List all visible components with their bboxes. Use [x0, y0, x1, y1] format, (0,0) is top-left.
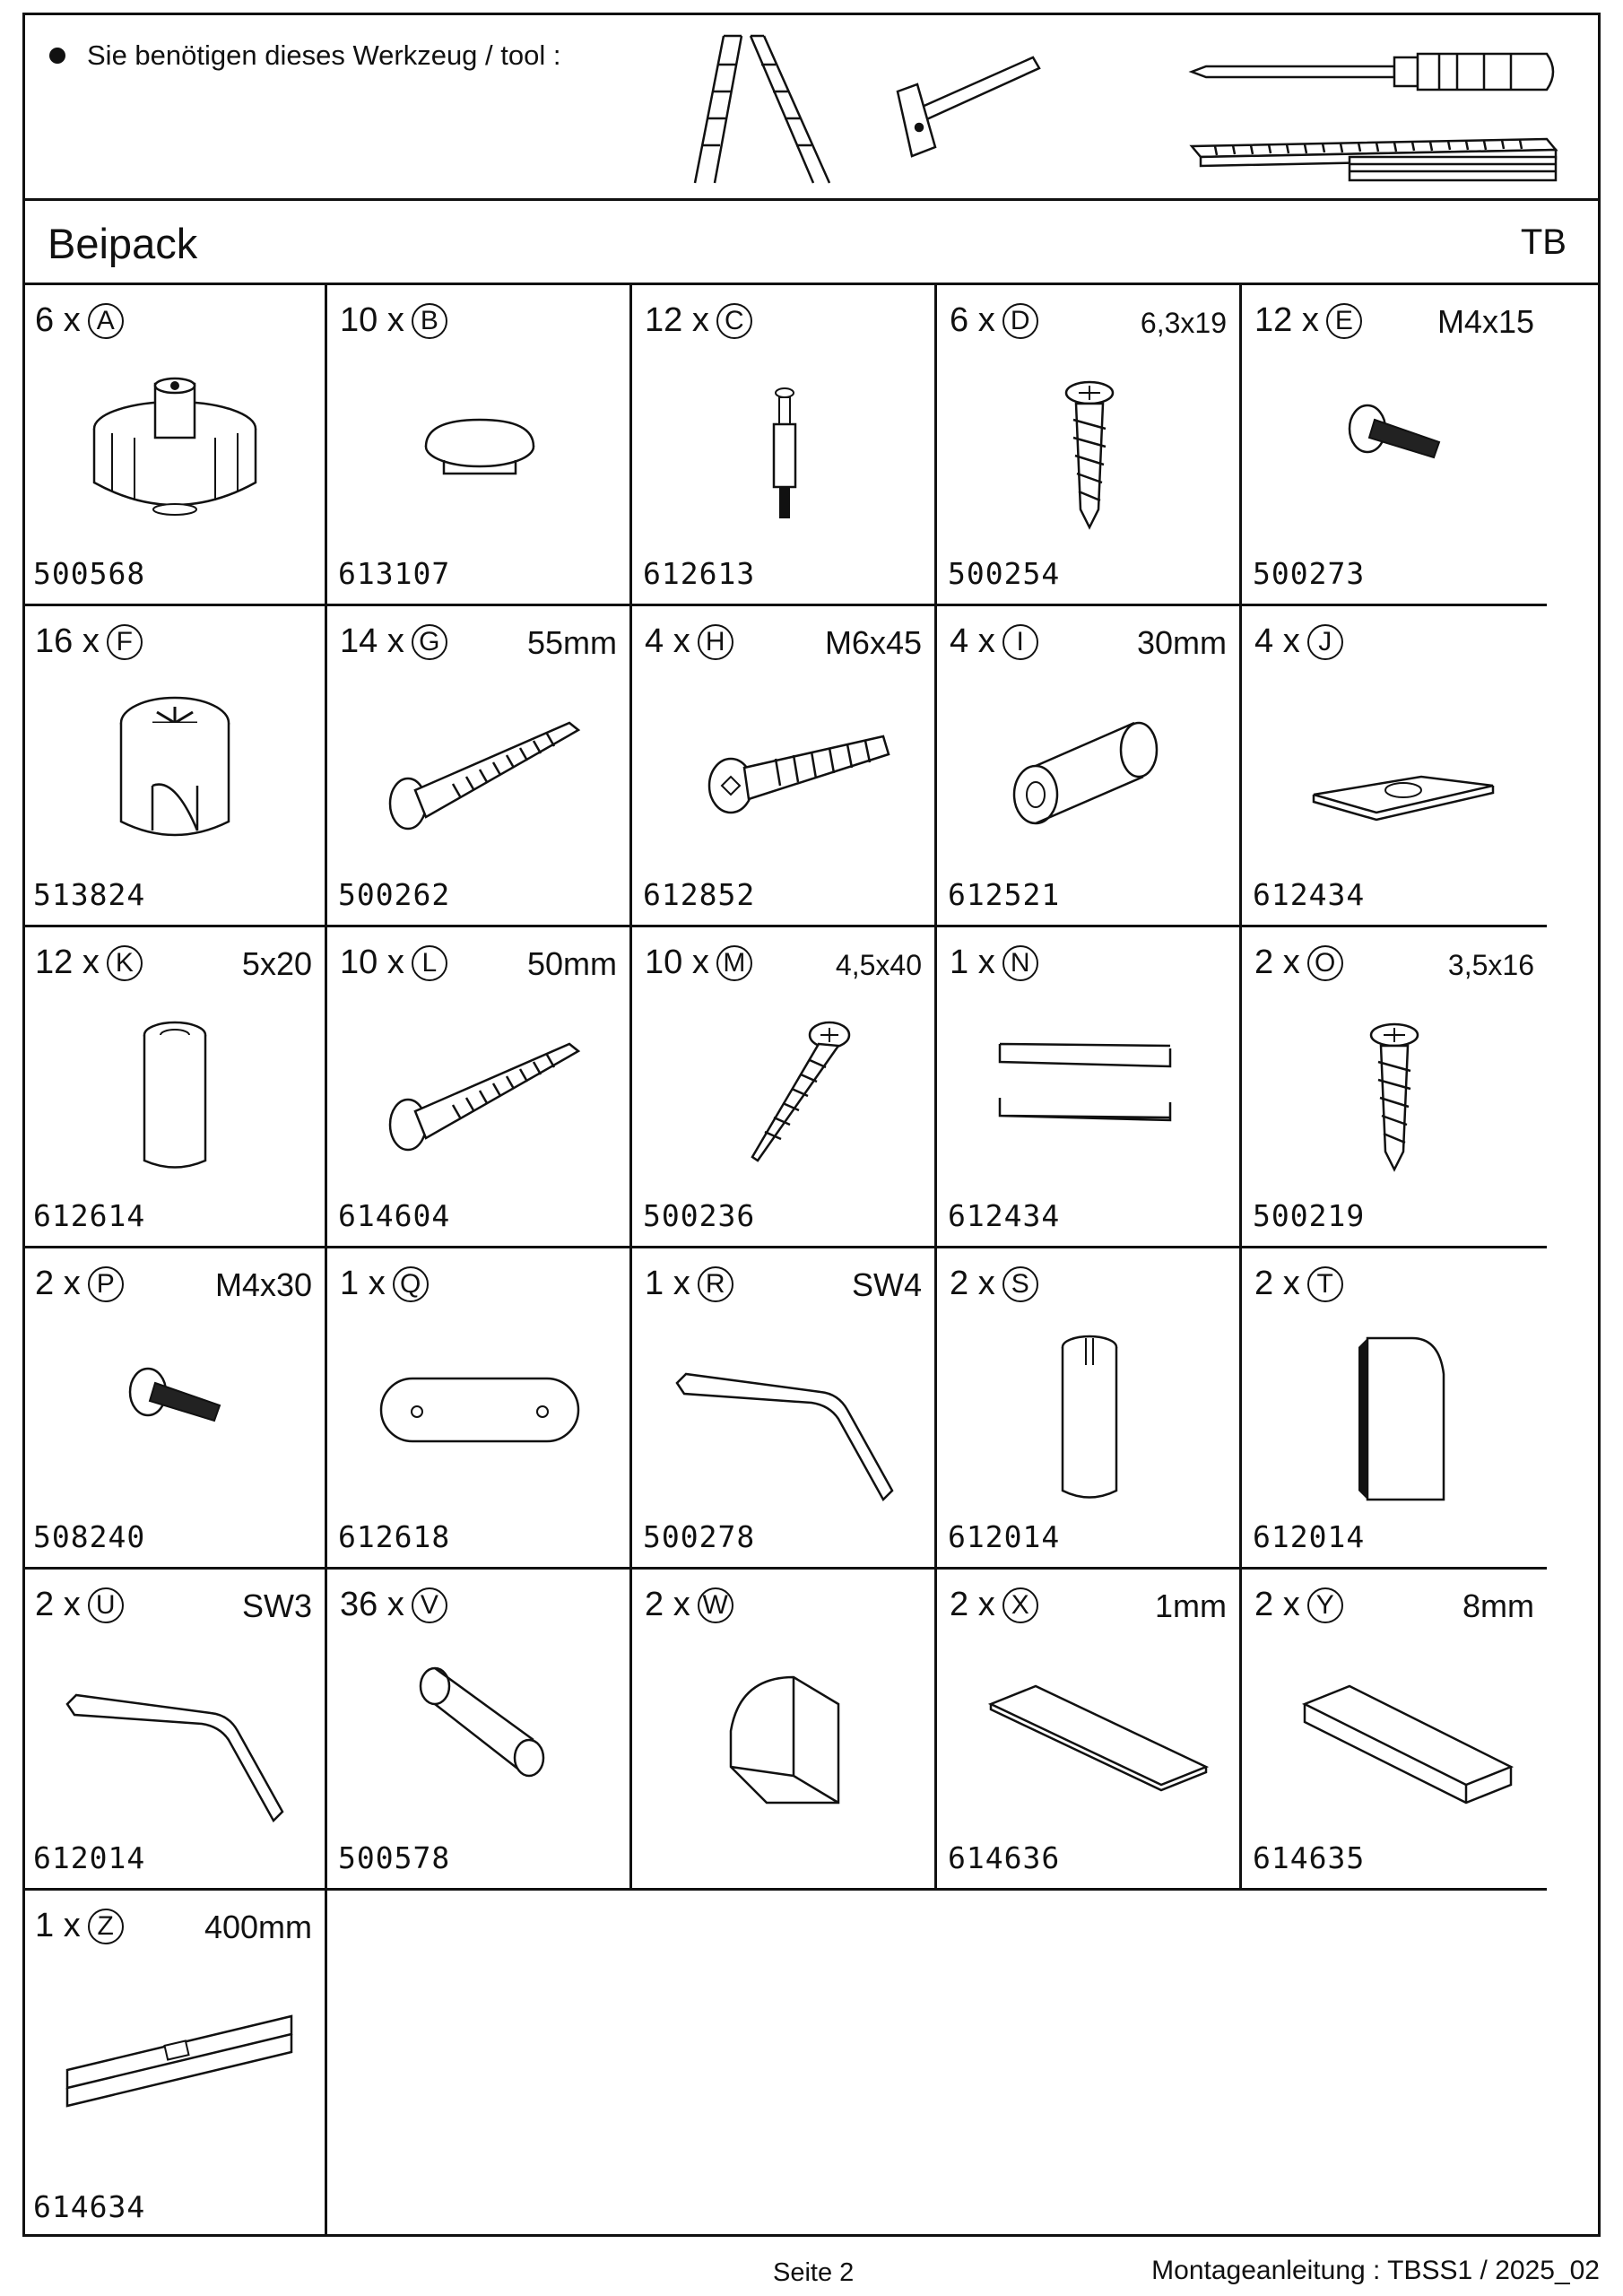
allen-key-icon	[49, 1632, 300, 1830]
part-cell-w	[632, 1570, 937, 1891]
allen-key-icon	[659, 1311, 910, 1509]
part-cell-z	[22, 1891, 327, 2237]
part-spec: M4x15	[1436, 303, 1534, 340]
part-spec: 3,5x16	[1447, 949, 1534, 981]
part-number: 612014	[948, 1519, 1061, 1554]
part-letter: Z	[88, 1909, 124, 1944]
part-letter: T	[1307, 1266, 1343, 1302]
part-quantity-text: 14 x	[340, 622, 404, 660]
part-number: 612521	[948, 877, 1061, 912]
part-quantity-text: 12 x	[645, 301, 709, 339]
part-cell-e	[1242, 285, 1547, 606]
part-letter: V	[412, 1587, 447, 1623]
part-number: 500273	[1253, 556, 1366, 591]
part-cell-o	[1242, 927, 1547, 1248]
part-quantity	[1254, 944, 1343, 982]
part-letter: B	[412, 303, 447, 339]
part-letter: H	[698, 624, 733, 660]
part-quantity	[1254, 1586, 1343, 1624]
spirit-level-icon	[49, 1953, 300, 2151]
part-letter: A	[88, 303, 124, 339]
part-spec: M4x30	[214, 1266, 312, 1303]
part-number: 612618	[338, 1519, 451, 1554]
part-quantity	[340, 301, 447, 340]
tools-section	[22, 13, 1601, 201]
part-cell-g	[327, 606, 632, 927]
part-quantity-text: 12 x	[35, 944, 100, 981]
cap-icon	[354, 348, 605, 545]
part-quantity-text: 2 x	[35, 1586, 81, 1623]
beipack-header	[22, 201, 1601, 285]
long-screw-icon	[354, 669, 605, 866]
thick-pad-icon	[1269, 1632, 1520, 1830]
part-cell-r	[632, 1248, 937, 1570]
part-quantity-text: 10 x	[340, 944, 404, 981]
part-letter: C	[716, 303, 752, 339]
part-quantity	[340, 622, 447, 661]
part-quantity-text: 2 x	[1254, 944, 1300, 981]
part-quantity	[35, 1265, 124, 1303]
part-number: 612852	[643, 877, 756, 912]
part-cell-y	[1242, 1570, 1547, 1891]
bullet-icon	[49, 48, 65, 64]
part-quantity-text: 2 x	[35, 1265, 81, 1302]
part-quantity	[645, 622, 733, 661]
part-number: 500578	[338, 1840, 451, 1875]
part-spec: 30mm	[1136, 624, 1227, 661]
part-letter: R	[698, 1266, 733, 1302]
wood-screw-icon	[659, 990, 910, 1187]
part-quantity-text: 2 x	[1254, 1265, 1300, 1302]
part-quantity	[950, 1265, 1038, 1303]
part-quantity	[950, 1586, 1038, 1624]
part-cell-b	[327, 285, 632, 606]
part-quantity-text: 4 x	[1254, 622, 1300, 660]
end-cap-icon	[1269, 1311, 1520, 1509]
beipack-title: Beipack	[48, 220, 198, 267]
part-letter: Y	[1307, 1587, 1343, 1623]
beipack-code: TB	[1520, 222, 1567, 262]
part-letter: M	[716, 945, 752, 981]
part-spec: M6x45	[824, 624, 922, 661]
part-quantity-text: 4 x	[645, 622, 690, 660]
part-cell-m	[632, 927, 937, 1248]
part-spec: 55mm	[526, 624, 617, 661]
part-number: 614604	[338, 1198, 451, 1233]
part-number: 500568	[33, 556, 146, 591]
part-cell-q	[327, 1248, 632, 1570]
part-cell-v	[327, 1570, 632, 1891]
part-cell-f	[22, 606, 327, 927]
part-quantity	[35, 1586, 124, 1624]
part-quantity	[645, 944, 752, 982]
part-letter: E	[1326, 303, 1362, 339]
part-quantity	[340, 1586, 447, 1624]
screwdriver-icon	[1188, 45, 1565, 99]
part-cell-h	[632, 606, 937, 927]
part-letter: D	[1002, 303, 1038, 339]
part-cell-j	[1242, 606, 1547, 927]
part-number: 612434	[948, 1198, 1061, 1233]
part-quantity-text: 36 x	[340, 1586, 404, 1623]
part-quantity-text: 6 x	[35, 301, 81, 339]
part-cell-k	[22, 927, 327, 1248]
part-number: 614635	[1253, 1840, 1366, 1875]
machine-screw-icon	[49, 1311, 300, 1509]
part-cell-a	[22, 285, 327, 606]
page-number: Seite 2	[773, 2258, 855, 2287]
cam-lock-icon	[49, 669, 300, 866]
part-spec: 6,3x19	[1140, 307, 1227, 339]
ladder-icon	[688, 29, 831, 190]
screw-icon	[964, 348, 1215, 545]
part-number: 612434	[1253, 877, 1366, 912]
part-letter: I	[1002, 624, 1038, 660]
part-letter: W	[698, 1587, 733, 1623]
part-quantity	[1254, 1265, 1343, 1303]
part-quantity	[1254, 622, 1343, 661]
part-quantity	[35, 301, 124, 340]
part-quantity	[340, 944, 447, 982]
hammer-icon	[885, 48, 1046, 174]
part-quantity-text: 16 x	[35, 622, 100, 660]
part-cell-x	[937, 1570, 1242, 1891]
part-quantity-text: 12 x	[1254, 301, 1319, 339]
part-letter: X	[1002, 1587, 1038, 1623]
part-cell-u	[22, 1570, 327, 1891]
part-cell-d	[937, 285, 1242, 606]
part-number: 513824	[33, 877, 146, 912]
part-letter: S	[1002, 1266, 1038, 1302]
part-spec: 5x20	[241, 945, 312, 982]
part-quantity-text: 2 x	[645, 1586, 690, 1623]
part-number: 614636	[948, 1840, 1061, 1875]
part-cell-s	[937, 1248, 1242, 1570]
part-quantity-text: 1 x	[645, 1265, 690, 1302]
part-letter: Q	[393, 1266, 429, 1302]
connector-bolt-icon	[659, 348, 910, 545]
part-letter: J	[1307, 624, 1343, 660]
part-quantity	[645, 301, 752, 340]
screw-icon	[1269, 990, 1520, 1187]
part-spec: 50mm	[526, 945, 617, 982]
part-quantity	[1254, 301, 1362, 340]
part-quantity	[35, 622, 143, 661]
part-letter: G	[412, 624, 447, 660]
furniture-glide-icon	[49, 348, 300, 545]
part-letter: F	[107, 624, 143, 660]
part-number: 612613	[643, 556, 756, 591]
part-quantity-text: 6 x	[950, 301, 995, 339]
hex-bolt-icon	[659, 669, 910, 866]
parts-grid	[22, 285, 1601, 2237]
part-letter: L	[412, 945, 447, 981]
part-spec: SW4	[851, 1266, 922, 1303]
part-spec: 8mm	[1462, 1587, 1534, 1624]
sleeve-icon	[964, 669, 1215, 866]
part-spec: 400mm	[204, 1909, 312, 1945]
part-quantity-text: 2 x	[950, 1265, 995, 1302]
tools-instruction	[49, 39, 560, 72]
clip-icon	[964, 990, 1215, 1187]
part-cell-n	[937, 927, 1242, 1248]
part-number: 500262	[338, 877, 451, 912]
part-number: 500236	[643, 1198, 756, 1233]
document-reference: Montageanleitung : TBSS1 / 2025_02	[1151, 2256, 1600, 2285]
part-letter: N	[1002, 945, 1038, 981]
part-letter: P	[88, 1266, 124, 1302]
link-plate-icon	[354, 1311, 605, 1509]
part-number: 612614	[33, 1198, 146, 1233]
part-quantity	[645, 1265, 733, 1303]
part-spec: 4,5x40	[835, 949, 922, 981]
part-number: 613107	[338, 556, 451, 591]
part-quantity	[950, 944, 1038, 982]
split-tube-icon	[964, 1311, 1215, 1509]
part-number: 612014	[1253, 1519, 1366, 1554]
part-quantity	[35, 944, 143, 982]
folding-ruler-icon	[1188, 134, 1565, 187]
washer-plate-icon	[1269, 669, 1520, 866]
part-number: 612014	[33, 1840, 146, 1875]
long-screw-icon	[354, 990, 605, 1187]
machine-screw-icon	[1269, 348, 1520, 545]
part-cell-p	[22, 1248, 327, 1570]
spacer-icon	[49, 990, 300, 1187]
part-number: 500278	[643, 1519, 756, 1554]
part-quantity	[340, 1265, 429, 1303]
part-number: 500219	[1253, 1198, 1366, 1233]
part-number: 614634	[33, 2189, 146, 2224]
tools-instruction-text: Sie benötigen dieses Werkzeug / tool :	[87, 39, 561, 71]
thin-pad-icon	[964, 1632, 1215, 1830]
part-spec: SW3	[241, 1587, 312, 1624]
part-quantity-text: 10 x	[340, 301, 404, 339]
part-quantity-text: 2 x	[1254, 1586, 1300, 1623]
part-letter: O	[1307, 945, 1343, 981]
part-cell-l	[327, 927, 632, 1248]
part-letter: U	[88, 1587, 124, 1623]
corner-block-icon	[659, 1632, 910, 1830]
part-quantity-text: 1 x	[950, 944, 995, 981]
part-quantity	[950, 622, 1038, 661]
part-quantity-text: 10 x	[645, 944, 709, 981]
part-letter: K	[107, 945, 143, 981]
part-quantity-text: 1 x	[340, 1265, 386, 1302]
part-number: 500254	[948, 556, 1061, 591]
part-quantity-text: 2 x	[950, 1586, 995, 1623]
part-quantity	[35, 1907, 124, 1945]
part-cell-c	[632, 285, 937, 606]
part-spec: 1mm	[1155, 1587, 1227, 1624]
part-cell-i	[937, 606, 1242, 927]
part-cell-t	[1242, 1248, 1547, 1570]
part-number: 508240	[33, 1519, 146, 1554]
dowel-icon	[354, 1632, 605, 1830]
part-quantity-text: 1 x	[35, 1907, 81, 1944]
part-quantity-text: 4 x	[950, 622, 995, 660]
part-quantity	[950, 301, 1038, 340]
part-quantity	[645, 1586, 733, 1624]
